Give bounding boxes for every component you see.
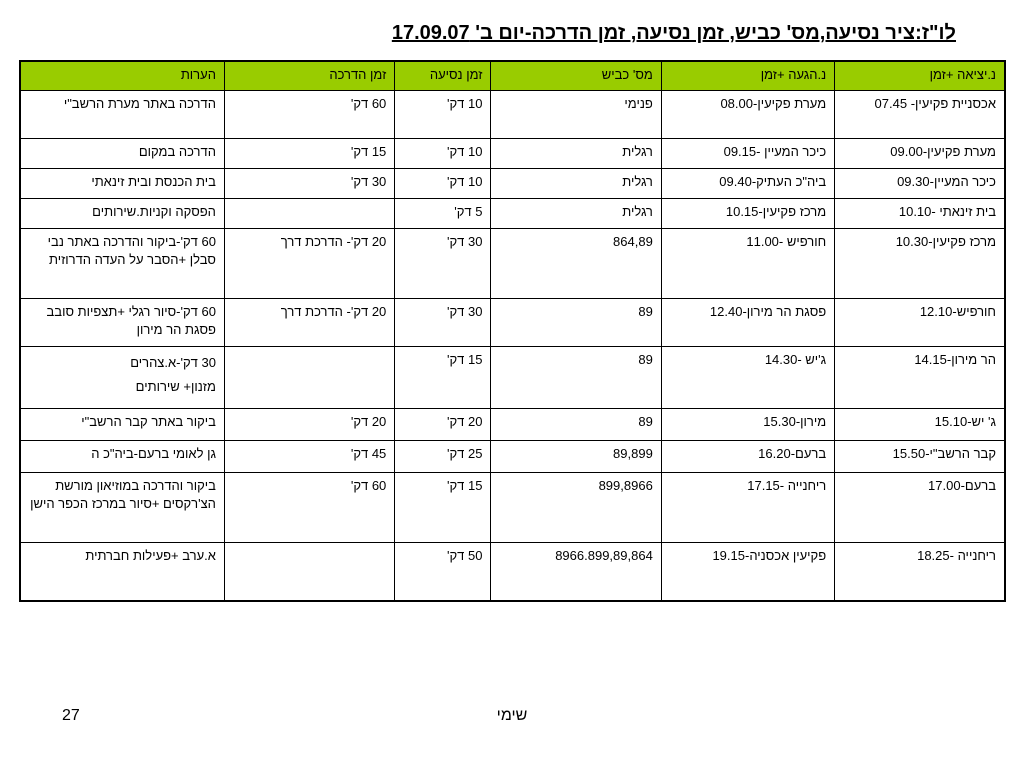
cell-notes: ביקור באתר קבר הרשב"י — [20, 409, 224, 441]
col-header-departure: נ.יציאה +זמן — [835, 61, 1005, 91]
cell-travel-time: 50 דק' — [395, 543, 491, 602]
cell-road: רגלית — [491, 199, 661, 229]
cell-arrival: ביה"כ העתיק-09.40 — [661, 169, 834, 199]
cell-guiding-time: 15 דק' — [224, 139, 394, 169]
col-header-travel-time: זמן נסיעה — [395, 61, 491, 91]
cell-guiding-time: 20 דק'- הדרכת דרך — [224, 299, 394, 347]
cell-road: פנימי — [491, 91, 661, 139]
cell-arrival: מירון-15.30 — [661, 409, 834, 441]
cell-travel-time: 15 דק' — [395, 473, 491, 543]
cell-guiding-time — [224, 199, 394, 229]
cell-arrival: ריחנייה -17.15 — [661, 473, 834, 543]
table-row — [20, 199, 1005, 229]
cell-road: 89 — [491, 299, 661, 347]
table-row — [20, 169, 1005, 199]
page-number: 27 — [62, 707, 80, 724]
cell-departure: ברעם-17.00 — [835, 473, 1005, 543]
cell-departure: מרכז פקיעין-10.30 — [835, 229, 1005, 299]
cell-notes: הדרכה במקום — [20, 139, 224, 169]
table-header-row — [20, 61, 1005, 91]
cell-arrival: ברעם-16.20 — [661, 441, 834, 473]
cell-guiding-time: 60 דק' — [224, 91, 394, 139]
cell-travel-time: 10 דק' — [395, 139, 491, 169]
cell-guiding-time: 45 דק' — [224, 441, 394, 473]
page-title: לו"ז:ציר נסיעה,מס' כביש, זמן נסיעה, זמן הדרכה-יום ב' 17.09.07 — [391, 22, 956, 44]
cell-travel-time: 25 דק' — [395, 441, 491, 473]
table-row — [20, 543, 1005, 602]
cell-notes: 60 דק'-סיור רגלי +תצפיות סובב פסגת הר מירון — [20, 299, 224, 347]
cell-road: רגלית — [491, 169, 661, 199]
col-header-road: מס' כביש — [491, 61, 661, 91]
table-row — [20, 299, 1005, 347]
schedule-table-wrapper — [19, 60, 1006, 602]
cell-departure: קבר הרשב"י-15.50 — [835, 441, 1005, 473]
cell-travel-time: 30 דק' — [395, 299, 491, 347]
cell-travel-time: 15 דק' — [395, 347, 491, 409]
table-row — [20, 139, 1005, 169]
cell-road: 864,89 — [491, 229, 661, 299]
table-row — [20, 473, 1005, 543]
table-row — [20, 347, 1005, 409]
schedule-table — [19, 60, 1006, 602]
cell-departure: כיכר המעיין-09.30 — [835, 169, 1005, 199]
cell-departure: ריחנייה -18.25 — [835, 543, 1005, 602]
cell-guiding-time: 20 דק'- הדרכת דרך — [224, 229, 394, 299]
cell-arrival: פקיעין אכסניה-19.15 — [661, 543, 834, 602]
cell-road: 899,8966 — [491, 473, 661, 543]
cell-arrival: חורפיש -11.00 — [661, 229, 834, 299]
col-header-guiding-time: זמן הדרכה — [224, 61, 394, 91]
cell-arrival: ג'יש -14.30 — [661, 347, 834, 409]
cell-road: 8966.899,89,864 — [491, 543, 661, 602]
cell-departure: ג' יש-15.10 — [835, 409, 1005, 441]
cell-departure: בית זינאתי -10.10 — [835, 199, 1005, 229]
cell-travel-time: 10 דק' — [395, 91, 491, 139]
table-row — [20, 91, 1005, 139]
cell-travel-time: 5 דק' — [395, 199, 491, 229]
col-header-arrival: נ.הגעה +זמן — [661, 61, 834, 91]
footer-author: שימי — [496, 707, 528, 724]
table-row — [20, 229, 1005, 299]
cell-departure: אכסניית פקיעין- 07.45 — [835, 91, 1005, 139]
cell-notes: ביקור והדרכה במוזיאון מורשת הצ'רקסים +סיור במרכז הכפר הישן — [20, 473, 224, 543]
cell-guiding-time — [224, 543, 394, 602]
cell-notes: 60 דק'-ביקור והדרכה באתר נבי סבלן +הסבר על העדה הדרוזית — [20, 229, 224, 299]
cell-guiding-time: 30 דק' — [224, 169, 394, 199]
cell-road: 89,899 — [491, 441, 661, 473]
cell-arrival: פסגת הר מירון-12.40 — [661, 299, 834, 347]
cell-notes: 30 דק'-א.צהרים מזנון+ שירותים — [20, 347, 224, 409]
cell-notes: א.ערב +פעילות חברתית — [20, 543, 224, 602]
col-header-notes: הערות — [20, 61, 224, 91]
cell-notes: הפסקה וקניות.שירותים — [20, 199, 224, 229]
cell-road: 89 — [491, 347, 661, 409]
cell-notes: הדרכה באתר מערת הרשב"י — [20, 91, 224, 139]
cell-notes: בית הכנסת ובית זינאתי — [20, 169, 224, 199]
cell-travel-time: 30 דק' — [395, 229, 491, 299]
cell-arrival: מערת פקיעין-08.00 — [661, 91, 834, 139]
cell-notes: גן לאומי ברעם-ביה"כ ה — [20, 441, 224, 473]
cell-guiding-time: 20 דק' — [224, 409, 394, 441]
table-row — [20, 441, 1005, 473]
cell-arrival: כיכר המעיין -09.15 — [661, 139, 834, 169]
cell-road: רגלית — [491, 139, 661, 169]
cell-departure: הר מירון-14.15 — [835, 347, 1005, 409]
cell-travel-time: 20 דק' — [395, 409, 491, 441]
cell-road: 89 — [491, 409, 661, 441]
cell-guiding-time: 60 דק' — [224, 473, 394, 543]
cell-arrival: מרכז פקיעין-10.15 — [661, 199, 834, 229]
cell-travel-time: 10 דק' — [395, 169, 491, 199]
table-row — [20, 409, 1005, 441]
cell-guiding-time — [224, 347, 394, 409]
cell-departure: מערת פקיעין-09.00 — [835, 139, 1005, 169]
cell-departure: חורפיש-12.10 — [835, 299, 1005, 347]
